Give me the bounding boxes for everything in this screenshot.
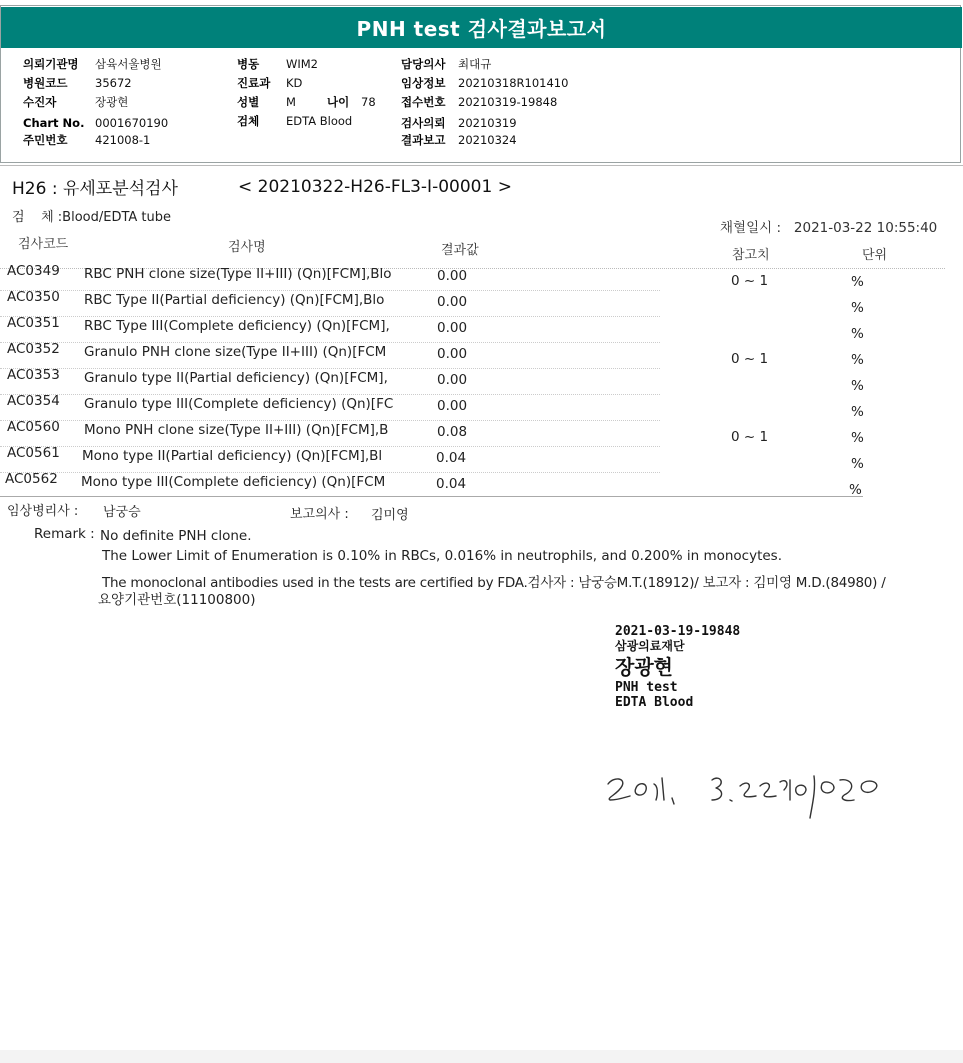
section-divider xyxy=(0,165,963,166)
pathologist-label: 임상병리사 : xyxy=(7,504,79,519)
info-label: 병원코드 xyxy=(23,76,68,90)
row-divider xyxy=(0,368,660,369)
remark-label: Remark : xyxy=(34,526,95,542)
stamp-test: PNH test xyxy=(615,680,678,695)
row-code: AC0354 xyxy=(7,393,60,409)
info-label: 검체 xyxy=(237,114,260,128)
stamp-accession: 2021-03-19-19848 xyxy=(615,624,741,639)
info-value: 최대규 xyxy=(458,57,492,71)
row-result: 0.00 xyxy=(437,346,468,362)
age-value: 78 xyxy=(361,95,376,109)
header-result: 결과값 xyxy=(441,243,479,258)
row-unit: % xyxy=(851,274,864,290)
row-unit: % xyxy=(851,404,864,420)
specimen-value: Blood/EDTA tube xyxy=(62,210,172,225)
reporter-label: 보고의사 : xyxy=(290,507,349,522)
info-label: 검사의뢰 xyxy=(401,116,446,130)
row-reference: 0 ~ 1 xyxy=(731,429,769,445)
row-code: AC0353 xyxy=(7,367,60,383)
row-code: AC0352 xyxy=(7,341,60,357)
row-name: Mono type III(Complete deficiency) (Qn)[FCM xyxy=(81,474,386,490)
info-value: 20210319 xyxy=(458,116,517,130)
remark-line: No definite PNH clone. xyxy=(100,528,252,544)
row-code: AC0560 xyxy=(7,419,60,435)
row-unit: % xyxy=(851,378,864,394)
row-unit: % xyxy=(849,482,862,498)
specimen-label: 검 체 : xyxy=(12,210,63,225)
report-title: PNH test 검사결과보고서 xyxy=(1,7,962,48)
table-bottom-divider xyxy=(0,496,863,497)
info-label: 성별 xyxy=(237,95,260,109)
info-label: 접수번호 xyxy=(401,95,446,109)
row-divider xyxy=(0,472,660,473)
reporter-name: 김미영 xyxy=(371,508,409,523)
row-result: 0.00 xyxy=(437,268,468,284)
collection-value: 2021-03-22 10:55:40 xyxy=(793,220,938,236)
page-bottom-band xyxy=(0,1050,963,1063)
info-row xyxy=(23,57,79,71)
age-label: 나이 xyxy=(327,95,350,109)
row-divider xyxy=(0,316,660,317)
header-name: 검사명 xyxy=(228,240,266,255)
row-name: RBC Type II(Partial deficiency) (Qn)[FCM],Blo xyxy=(84,292,385,308)
row-name: RBC PNH clone size(Type II+III) (Qn)[FCM],Blo xyxy=(84,266,392,282)
row-reference: 0 ~ 1 xyxy=(731,351,769,367)
row-result: 0.00 xyxy=(437,320,468,336)
header-unit: 단위 xyxy=(862,248,888,263)
row-divider xyxy=(0,394,660,395)
accession-number: < 20210322-H26-FL3-I-00001 > xyxy=(238,177,512,197)
info-value: 20210318R101410 xyxy=(458,76,569,90)
info-label: 담당의사 xyxy=(401,57,446,71)
info-value: 삼육서울병원 xyxy=(95,57,162,71)
info-value: 35672 xyxy=(95,76,132,90)
row-name: Granulo PNH clone size(Type II+III) (Qn)[FCM xyxy=(84,344,387,360)
row-result: 0.04 xyxy=(436,476,467,492)
specimen-label-stamp xyxy=(615,624,740,710)
remark-line: 요양기관번호(11100800) xyxy=(98,592,256,608)
handwritten-signature xyxy=(600,770,900,830)
row-unit: % xyxy=(851,456,864,472)
info-value: EDTA Blood xyxy=(286,114,353,128)
info-value: 0001670190 xyxy=(95,116,169,130)
row-name: Mono PNH clone size(Type II+III) (Qn)[FCM],B xyxy=(84,422,389,438)
row-code: AC0562 xyxy=(5,471,58,487)
row-code: AC0350 xyxy=(7,289,60,305)
stamp-specimen: EDTA Blood xyxy=(615,695,694,710)
row-name: Granulo type III(Complete deficiency) (Qn)[FC xyxy=(84,396,394,412)
remark-line: The monoclonal antibodies used in the tests are certified by FDA.검사자 : 남궁승M.T.(18912)/ 보고자 : 김미영 M.D.(84980) / xyxy=(102,575,886,591)
row-result: 0.00 xyxy=(437,398,468,414)
header-code: 검사코드 xyxy=(18,237,69,252)
row-result: 0.08 xyxy=(437,424,468,440)
row-divider xyxy=(0,290,660,291)
row-reference: 0 ~ 1 xyxy=(731,273,769,289)
info-value: M xyxy=(286,95,296,109)
collection-label: 채혈일시 : xyxy=(720,220,782,236)
row-code: AC0561 xyxy=(7,445,60,461)
info-label: 수진자 xyxy=(23,95,57,109)
row-divider xyxy=(0,420,660,421)
header-reference: 참고치 xyxy=(732,248,770,263)
info-label: 진료과 xyxy=(237,76,271,90)
row-code: AC0351 xyxy=(7,315,60,331)
info-value: KD xyxy=(286,76,303,90)
info-value: 20210319-19848 xyxy=(458,95,558,109)
pathologist-name: 남궁승 xyxy=(103,505,141,520)
row-result: 0.04 xyxy=(436,450,467,466)
remark-line: The Lower Limit of Enumeration is 0.10% in RBCs, 0.016% in neutrophils, and 0.200% in monocytes. xyxy=(102,548,783,564)
row-unit: % xyxy=(851,430,864,446)
specimen-line xyxy=(12,206,171,225)
section-title: H26 : 유세포분석검사 xyxy=(12,179,178,199)
row-name: Granulo type II(Partial deficiency) (Qn)[FCM], xyxy=(84,370,388,386)
info-label: Chart No. xyxy=(23,116,85,130)
row-result: 0.00 xyxy=(437,372,468,388)
collection-datetime xyxy=(720,216,937,236)
stamp-patient-name: 장광현 xyxy=(615,655,673,679)
info-label: 임상정보 xyxy=(401,76,446,90)
row-name: Mono type II(Partial deficiency) (Qn)[FCM],Bl xyxy=(82,448,383,464)
row-divider xyxy=(0,342,660,343)
row-unit: % xyxy=(851,352,864,368)
row-name: RBC Type III(Complete deficiency) (Qn)[FCM], xyxy=(84,318,390,334)
row-code: AC0349 xyxy=(7,263,60,279)
row-unit: % xyxy=(851,300,864,316)
row-unit: % xyxy=(851,326,864,342)
row-divider xyxy=(0,446,660,447)
row-result: 0.00 xyxy=(437,294,468,310)
stamp-institution: 삼광의료재단 xyxy=(615,639,685,653)
info-value: 20210324 xyxy=(458,133,517,147)
info-value: 421008-1 xyxy=(95,133,151,147)
info-value: 장광현 xyxy=(95,95,129,109)
info-label: 의뢰기관명 xyxy=(23,57,79,71)
info-value: WIM2 xyxy=(286,57,319,71)
info-label: 병동 xyxy=(237,57,260,71)
info-label: 주민번호 xyxy=(23,133,68,147)
info-label: 결과보고 xyxy=(401,133,446,147)
